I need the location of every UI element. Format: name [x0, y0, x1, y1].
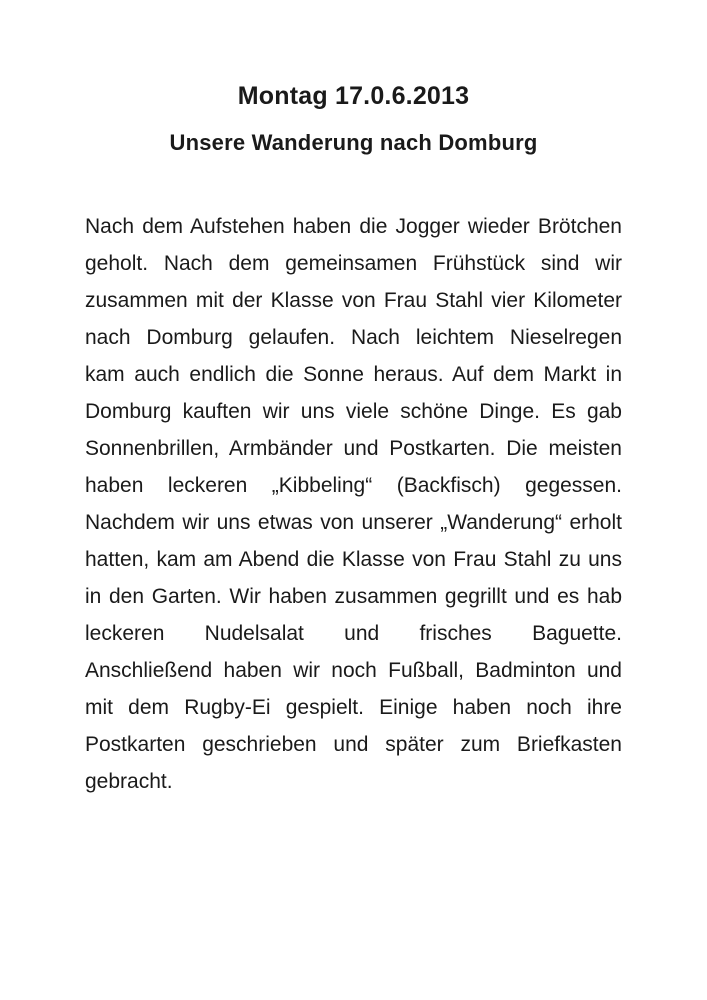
- document-subtitle: Unsere Wanderung nach Domburg: [169, 130, 538, 155]
- body-line: Nach dem Aufstehen haben die Jogger wieder Brötchen: [85, 215, 622, 238]
- body-line: Anschließend haben wir noch Fußball, Badminton und: [85, 659, 622, 682]
- body-line: gebracht.: [85, 770, 173, 793]
- body-line: Nachdem wir uns etwas von unserer „Wanderung“ erholt: [85, 511, 622, 534]
- body-line: hatten, kam am Abend die Klasse von Frau Stahl zu uns: [85, 548, 622, 571]
- body-line: haben leckeren „Kibbeling“ (Backfisch) gegessen.: [85, 474, 622, 497]
- body-line: nach Domburg gelaufen. Nach leichtem Nieselregen: [85, 326, 622, 349]
- body-line: in den Garten. Wir haben zusammen gegrillt und es hab: [85, 585, 622, 608]
- body-line: Domburg kauften wir uns viele schöne Dinge. Es gab: [85, 400, 622, 423]
- body-line: kam auch endlich die Sonne heraus. Auf dem Markt in: [85, 363, 622, 386]
- body-line: Sonnenbrillen, Armbänder und Postkarten. Die meisten: [85, 437, 622, 460]
- body-line: zusammen mit der Klasse von Frau Stahl vier Kilometer: [85, 289, 622, 312]
- body-line: Postkarten geschrieben und später zum Briefkasten: [85, 733, 622, 756]
- document-body: [85, 208, 622, 800]
- body-line: mit dem Rugby-Ei gespielt. Einige haben noch ihre: [85, 696, 622, 719]
- body-line: leckeren Nudelsalat und frisches Baguette.: [85, 622, 622, 645]
- body-line: geholt. Nach dem gemeinsamen Frühstück sind wir: [85, 252, 622, 275]
- document-title: Montag 17.0.6.2013: [237, 82, 470, 110]
